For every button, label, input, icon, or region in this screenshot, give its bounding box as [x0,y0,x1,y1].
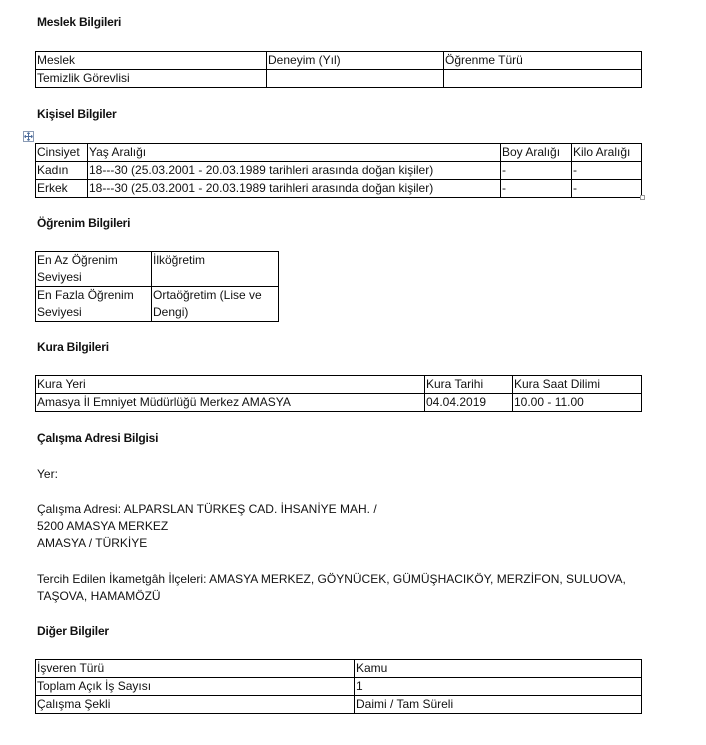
table-header-row [36,376,642,394]
ogrenim-heading: Öğrenim Bilgileri [37,216,131,230]
table-row [36,678,642,696]
table-cell: En Az Öğrenim Seviyesi [36,252,152,287]
table-cell: 10.00 - 11.00 [513,394,642,412]
table-header-cell: Boy Aralığı [501,144,572,162]
table-cell: Amasya İl Emniyet Müdürlüğü Merkez AMASYA [36,394,425,412]
table-header-cell: Yaş Aralığı [88,144,501,162]
table-header-cell: Kilo Aralığı [572,144,642,162]
table-header-row [36,144,642,162]
adres-line-3: AMASYA / TÜRKİYE [37,536,148,550]
table-cell: Erkek [36,180,88,198]
adres-heading: Çalışma Adresi Bilgisi [37,431,159,445]
table-cell: - [501,162,572,180]
tercih-line-1: Tercih Edilen İkametgâh İlçeleri: AMASYA MERKEZ, GÖYNÜCEK, GÜMÜŞHACIKÖY, MERZİFON, SULUOVA, [37,572,626,586]
table-row [36,180,642,198]
table-cell: İşveren Türü [36,660,355,678]
table-cell [267,70,444,88]
diger-table [35,659,642,714]
kura-table [35,375,642,412]
table-row [36,696,642,714]
table-cell: En Fazla Öğrenim Seviyesi [36,287,152,322]
table-header-cell: Deneyim (Yıl) [267,52,444,70]
table-cell: Temizlik Görevlisi [36,70,267,88]
table-cell: - [501,180,572,198]
table-header-cell: Kura Yeri [36,376,425,394]
ogrenim-table [35,251,279,322]
table-cell: - [572,180,642,198]
tercih-line-2: TAŞOVA, HAMAMÖZÜ [37,589,161,603]
table-row [36,287,279,322]
meslek-table [35,51,642,88]
table-cell: Daimi / Tam Süreli [355,696,642,714]
table-cell: Toplam Açık İş Sayısı [36,678,355,696]
table-move-handle-icon[interactable] [23,131,34,142]
yer-label: Yer: [37,467,58,481]
kisisel-heading: Kişisel Bilgiler [37,107,117,121]
table-cell: 1 [355,678,642,696]
table-header-cell: Kura Tarihi [425,376,513,394]
meslek-heading: Meslek Bilgileri [37,15,122,29]
table-header-cell: Meslek [36,52,267,70]
diger-heading: Diğer Bilgiler [37,624,109,638]
table-row [36,162,642,180]
kura-heading: Kura Bilgileri [37,340,109,354]
adres-line-1: Çalışma Adresi: ALPARSLAN TÜRKEŞ CAD. İHSANİYE MAH. / [37,502,377,516]
table-cell [444,70,642,88]
table-cell: 18---30 (25.03.2001 - 20.03.1989 tarihleri arasında doğan kişiler) [88,162,501,180]
table-cell: Ortaöğretim (Lise ve Dengi) [152,287,279,322]
table-resize-handle[interactable] [640,195,645,200]
table-cell: İlköğretim [152,252,279,287]
table-header-cell: Öğrenme Türü [444,52,642,70]
table-row [36,252,279,287]
table-row [36,660,642,678]
table-cell: - [572,162,642,180]
table-cell: 04.04.2019 [425,394,513,412]
kisisel-table [35,143,642,198]
table-header-cell: Cinsiyet [36,144,88,162]
table-header-cell: Kura Saat Dilimi [513,376,642,394]
table-row [36,70,642,88]
table-row [36,394,642,412]
table-cell: 18---30 (25.03.2001 - 20.03.1989 tarihleri arasında doğan kişiler) [88,180,501,198]
adres-line-2: 5200 AMASYA MERKEZ [37,519,169,533]
table-header-row [36,52,642,70]
table-cell: Çalışma Şekli [36,696,355,714]
table-cell: Kadın [36,162,88,180]
table-cell: Kamu [355,660,642,678]
